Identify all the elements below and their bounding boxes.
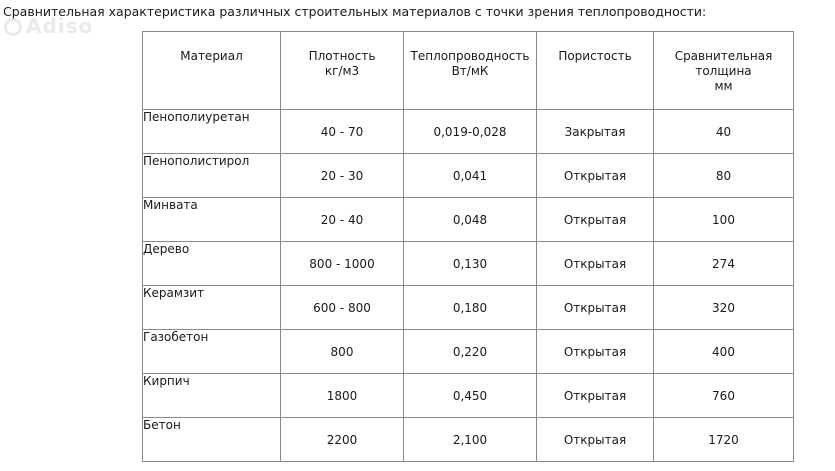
header-density: Плотность кг/м3 <box>281 32 404 110</box>
cell-porosity: Закрытая <box>537 110 654 154</box>
cell-thickness: 1720 <box>654 418 794 462</box>
cell-material: Дерево <box>143 242 281 286</box>
cell-porosity: Открытая <box>537 154 654 198</box>
cell-thickness: 80 <box>654 154 794 198</box>
cell-density: 2200 <box>281 418 404 462</box>
cell-conductivity: 0,130 <box>404 242 537 286</box>
cell-porosity: Открытая <box>537 374 654 418</box>
cell-thickness: 400 <box>654 330 794 374</box>
cell-thickness: 40 <box>654 110 794 154</box>
cell-density: 600 - 800 <box>281 286 404 330</box>
cell-material: Керамзит <box>143 286 281 330</box>
table-row <box>143 330 794 374</box>
cell-conductivity: 0,019-0,028 <box>404 110 537 154</box>
header-material: Материал <box>143 32 281 110</box>
table-row <box>143 418 794 462</box>
table-row <box>143 374 794 418</box>
cell-porosity: Открытая <box>537 330 654 374</box>
table-caption: Сравнительная характеристика различных строительных материалов с точки зрения теплопроводности: <box>3 4 707 19</box>
cell-density: 800 - 1000 <box>281 242 404 286</box>
header-conductivity: Теплопроводность Вт/мК <box>404 32 537 110</box>
cell-thickness: 320 <box>654 286 794 330</box>
cell-conductivity: 0,450 <box>404 374 537 418</box>
cell-porosity: Открытая <box>537 242 654 286</box>
cell-conductivity: 0,220 <box>404 330 537 374</box>
cell-conductivity: 0,180 <box>404 286 537 330</box>
cell-density: 1800 <box>281 374 404 418</box>
cell-density: 800 <box>281 330 404 374</box>
table-row <box>143 154 794 198</box>
cell-density: 20 - 30 <box>281 154 404 198</box>
header-porosity: Пористость <box>537 32 654 110</box>
cell-porosity: Открытая <box>537 286 654 330</box>
table-header-row <box>143 32 794 110</box>
table-row <box>143 286 794 330</box>
header-thickness: Сравнительная толщина мм <box>654 32 794 110</box>
cell-material: Газобетон <box>143 330 281 374</box>
cell-material: Минвата <box>143 198 281 242</box>
cell-density: 20 - 40 <box>281 198 404 242</box>
cell-density: 40 - 70 <box>281 110 404 154</box>
cell-thickness: 100 <box>654 198 794 242</box>
cell-conductivity: 0,041 <box>404 154 537 198</box>
materials-table <box>142 31 794 462</box>
cell-material: Пенополистирол <box>143 154 281 198</box>
watermark-text: Adiso <box>26 14 94 38</box>
cell-thickness: 274 <box>654 242 794 286</box>
cell-material: Кирпич <box>143 374 281 418</box>
cell-porosity: Открытая <box>537 418 654 462</box>
table-row <box>143 198 794 242</box>
cell-material: Бетон <box>143 418 281 462</box>
table-row <box>143 110 794 154</box>
watermark-ring-icon <box>4 18 22 36</box>
table-row <box>143 242 794 286</box>
cell-conductivity: 2,100 <box>404 418 537 462</box>
cell-thickness: 760 <box>654 374 794 418</box>
cell-conductivity: 0,048 <box>404 198 537 242</box>
cell-material: Пенополиуретан <box>143 110 281 154</box>
cell-porosity: Открытая <box>537 198 654 242</box>
